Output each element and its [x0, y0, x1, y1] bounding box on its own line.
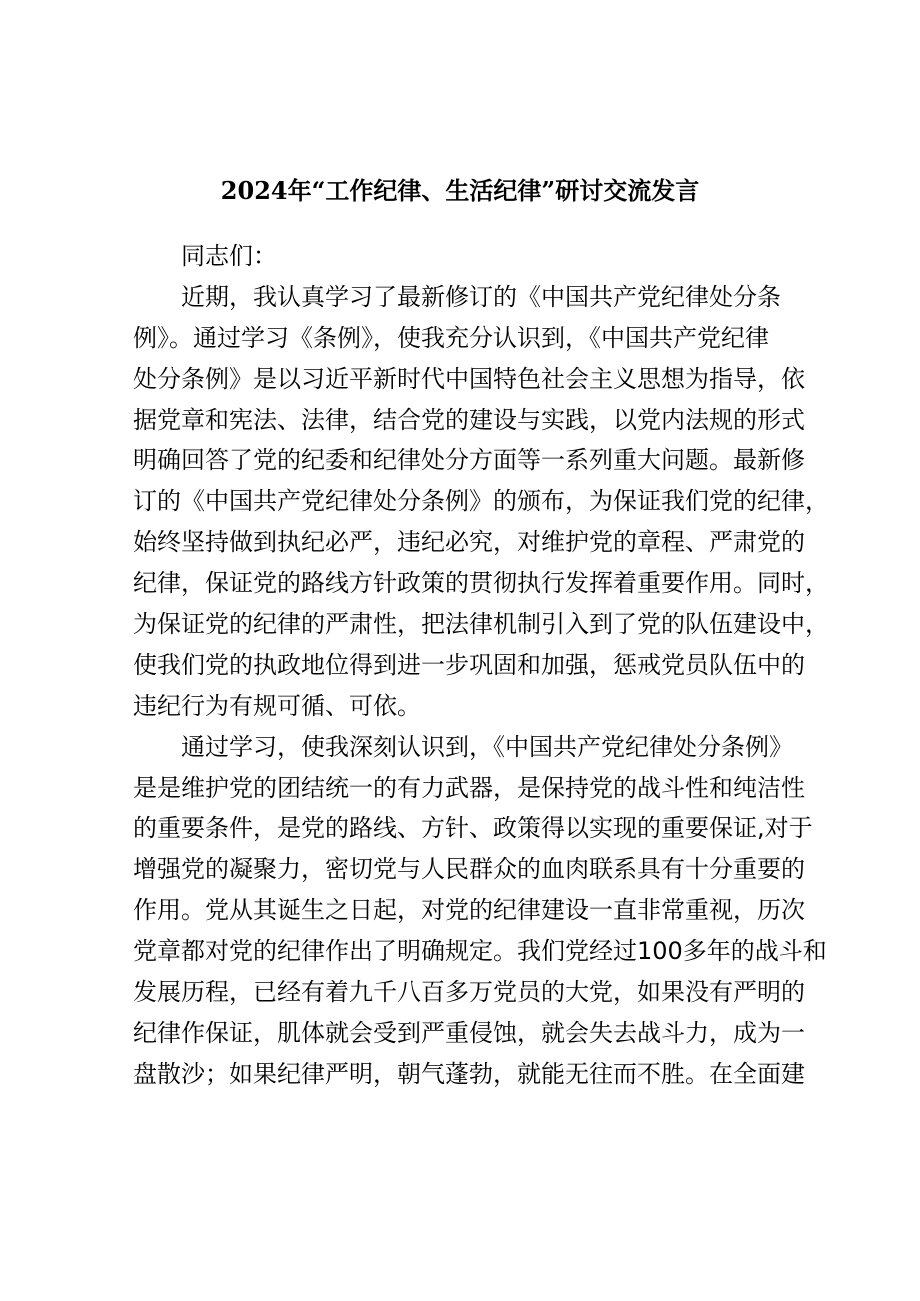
body-line: 通过学习，使我深刻认识到，《中国共产党纪律处分条例》: [181, 732, 793, 761]
body-line: 近期，我认真学习了最新修订的《中国共产党纪律处分条: [181, 282, 781, 311]
document-title: 2024年“工作纪律、生活纪律”研讨交流发言: [220, 176, 700, 205]
body-line: 明确回答了党的纪委和纪律处分方面等一系列重大问题。最新修: [133, 446, 805, 475]
body-line: 处分条例》是以习近平新时代中国特色社会主义思想为指导，依: [133, 364, 805, 393]
body-line: 纪律，保证党的路线方针政策的贯彻执行发挥着重要作用。同时，: [133, 569, 829, 598]
body-line: 为保证党的纪律的严肃性，把法律机制引入到了党的队伍建设中，: [133, 610, 829, 639]
body-line: 发展历程，已经有着九千八百多万党员的大党，如果没有严明的: [133, 978, 805, 1007]
body-line: 例》。通过学习《条例》，使我充分认识到，《中国共产党纪律: [133, 323, 769, 352]
body-line: 作用。党从其诞生之日起，对党的纪律建设一直非常重视，历次: [133, 896, 805, 925]
body-line: 使我们党的执政地位得到进一步巩固和加强，惩戒党员队伍中的: [133, 650, 805, 679]
body-line: 是是维护党的团结统一的有力武器，是保持党的战斗性和纯洁性: [133, 773, 805, 802]
body-line: 党章都对党的纪律作出了明确规定。我们党经过100多年的战斗和: [133, 937, 827, 966]
document-body: [133, 236, 829, 1095]
body-line: 订的《中国共产党纪律处分条例》的颁布，为保证我们党的纪律，: [133, 487, 829, 516]
body-line: 的重要条件，是党的路线、方针、政策得以实现的重要保证,对于: [133, 814, 813, 843]
body-line: 据党章和宪法、法律，结合党的建设与实践，以党内法规的形式: [133, 405, 805, 434]
body-line: 违纪行为有规可循、可依。: [133, 691, 421, 720]
body-line: 增强党的凝聚力，密切党与人民群众的血肉联系具有十分重要的: [133, 855, 805, 884]
body-line: 纪律作保证，肌体就会受到严重侵蚀，就会失去战斗力，成为一: [133, 1018, 805, 1047]
body-line: 始终坚持做到执纪必严，违纪必究，对维护党的章程、严肃党的: [133, 528, 805, 557]
salutation: 同志们：: [181, 242, 277, 270]
body-line: 盘散沙；如果纪律严明，朝气蓬勃，就能无往而不胜。在全面建: [133, 1059, 805, 1088]
